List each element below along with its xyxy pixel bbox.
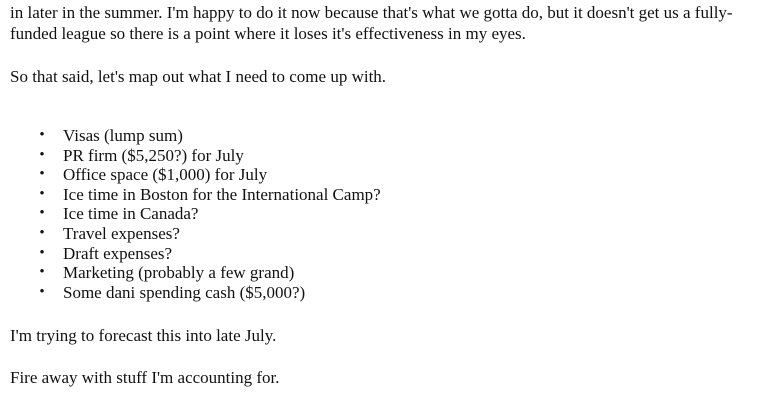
- closing-paragraph: Fire away with stuff I'm accounting for.: [10, 368, 280, 387]
- bullet-icon: •: [39, 244, 45, 261]
- list-item-text: Marketing (probably a few grand): [63, 263, 295, 283]
- list-item-text: Ice time in Canada?: [63, 204, 199, 224]
- list-item-text: Visas (lump sum): [63, 126, 183, 145]
- bullet-icon: •: [39, 146, 45, 163]
- list-item-text: Travel expenses?: [63, 223, 180, 243]
- map-out-paragraph: So that said, let's map out what I need to come up with.: [10, 67, 387, 86]
- bullet-icon: •: [39, 166, 45, 183]
- bullet-icon: •: [39, 283, 45, 300]
- bullet-icon: •: [39, 264, 45, 281]
- bullet-icon: •: [39, 185, 45, 202]
- list-item-text: Draft expenses?: [63, 243, 173, 263]
- bullet-icon: •: [39, 205, 45, 222]
- list-item-text: Some dani spending cash ($5,000?): [63, 282, 306, 302]
- intro-paragraph-line-2: funded league so there is a point where it loses it's effectiveness in my eyes.: [10, 24, 526, 43]
- list-item-text: Office space ($1,000) for July: [63, 165, 268, 185]
- bullet-icon: •: [39, 127, 45, 143]
- list-item-text: Ice time in Boston for the International Camp?: [63, 184, 381, 204]
- list-item-text: PR firm ($5,250?) for July: [63, 145, 244, 165]
- forecast-paragraph: I'm trying to forecast this into late July.: [10, 326, 277, 345]
- bullet-icon: •: [39, 224, 45, 241]
- intro-paragraph-line-1: in later in the summer. I'm happy to do it now because that's what we gotta do, but it doesn't get us a fully-: [10, 3, 733, 22]
